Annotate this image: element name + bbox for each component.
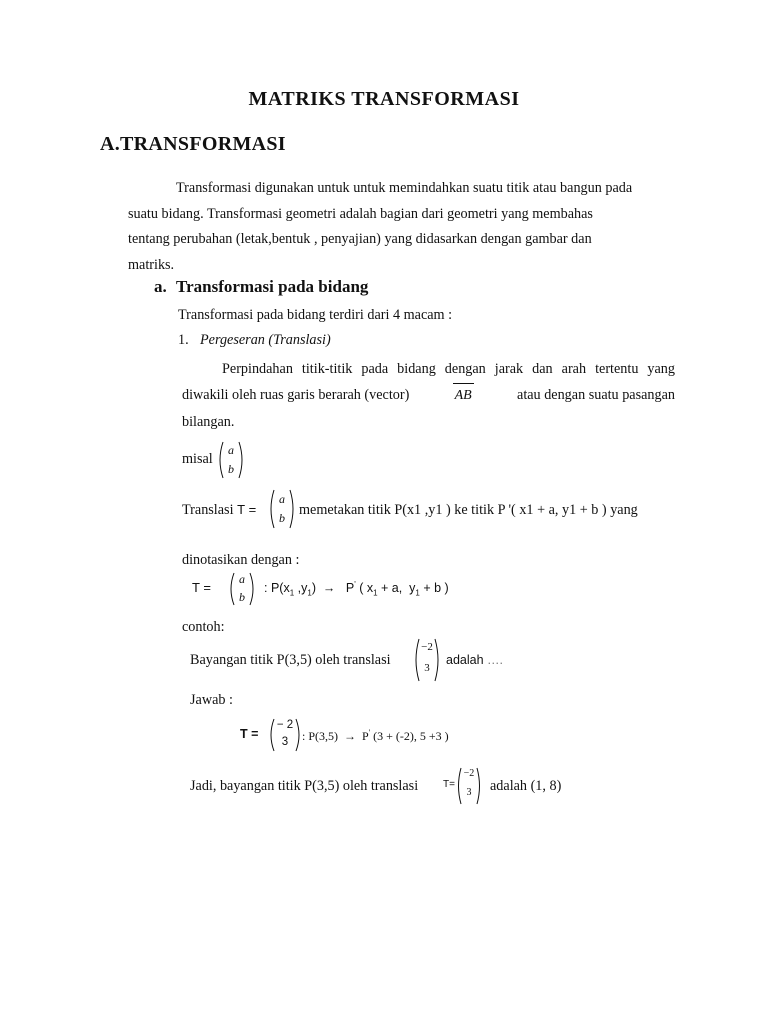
translasi-prefix <box>182 502 256 519</box>
matrix-entry-top: a <box>228 443 234 457</box>
translasi-matrix <box>268 488 296 530</box>
jadi-result: adalah (1, 8) <box>490 778 562 794</box>
section-label: A. <box>100 133 121 155</box>
matrix-entry-top: −2 <box>463 768 475 779</box>
notation-rhs <box>264 580 449 598</box>
translasi-description <box>182 356 675 435</box>
jawab-calc: (3 + (-2), 5 +3 ) <box>370 729 449 743</box>
subscript: 1 <box>373 588 378 598</box>
notation-arrow: ) → P <box>311 581 355 596</box>
misal-label: misal <box>182 451 213 467</box>
jadi-matrix <box>456 766 482 806</box>
translasi-T: T <box>237 502 246 517</box>
jadi-T: T= <box>443 779 455 790</box>
matrix-entry-bottom: b <box>228 462 234 476</box>
subscript: 1 <box>307 588 312 598</box>
matrix-entry-bottom: 3 <box>424 662 430 674</box>
intro-line-4: matriks. <box>128 256 175 273</box>
matrix-entry-top: −2 <box>421 641 433 653</box>
matrix-entry-bottom: b <box>279 511 285 525</box>
item-1-heading <box>178 332 331 349</box>
adalah-word: adalah <box>446 653 484 667</box>
translasi-word: Translasi <box>182 502 234 518</box>
jawab-label: Jawab : <box>190 692 233 708</box>
translasi-text: memetakan titik P(x1 ,y1 ) ke titik P '( x1 + a, y1 + b ) yang <box>299 502 638 518</box>
jawab-lhs: T = <box>240 727 259 741</box>
matrix-entry-bottom: b <box>239 590 245 604</box>
contoh-matrix <box>413 637 441 683</box>
intro-line-1: Transformasi digunakan untuk untuk memindahkan suatu titik atau bangun pada <box>176 180 633 196</box>
translasi-equals: = <box>248 502 257 517</box>
subscript: 1 <box>289 588 295 598</box>
desc-line-2a: diwakili oleh ruas garis berarah (vector) <box>182 387 410 403</box>
matrix-entry-top: a <box>239 572 245 586</box>
vector-ab: AB <box>453 383 474 409</box>
notation-a-y: + a, y <box>377 581 416 596</box>
notation-p: : P(x <box>264 581 290 596</box>
subsection-heading <box>154 277 368 297</box>
types-intro: Transformasi pada bidang terdiri dari 4 macam : <box>178 307 453 323</box>
ellipsis: …. <box>487 653 504 667</box>
contoh-question: Bayangan titik P(3,5) oleh translasi <box>190 652 391 668</box>
jawab-p: : P(3,5) → P <box>302 729 369 743</box>
notation-b: + b ) <box>419 581 449 596</box>
notation-lhs: T = <box>192 580 211 595</box>
prime: ' <box>354 580 356 589</box>
contoh-adalah <box>446 653 503 667</box>
desc-line-2b: atau dengan suatu pasangan <box>517 387 675 403</box>
subscript: 1 <box>415 588 420 598</box>
prime: ' <box>368 728 371 737</box>
section-title: TRANSFORMASI <box>120 133 286 155</box>
intro-paragraph <box>128 176 676 278</box>
notation-x: ( x <box>355 581 374 596</box>
item-1-number: 1. <box>178 332 189 348</box>
matrix-entry-top: − 2 <box>276 719 294 731</box>
subsection-label: a. <box>154 277 167 296</box>
subsection-title: Transformasi pada bidang <box>176 277 369 296</box>
jawab-rhs <box>302 728 449 744</box>
matrix-entry-bottom: 3 <box>281 736 289 748</box>
contoh-label: contoh: <box>182 619 225 635</box>
intro-line-2: suatu bidang. Transformasi geometri adalah bagian dari geometri yang membahas <box>128 205 593 222</box>
section-heading <box>100 133 286 156</box>
matrix-entry-top: a <box>279 492 285 506</box>
notation-label: dinotasikan dengan : <box>182 552 300 568</box>
misal-matrix <box>217 440 245 480</box>
page-title: MATRIKS TRANSFORMASI <box>248 88 520 110</box>
notation-matrix <box>228 571 256 607</box>
intro-line-3: tentang perubahan (letak,bentuk , penyajian) yang didasarkan dengan gambar dan <box>128 231 592 247</box>
desc-line-1: Perpindahan titik-titik pada bidang dengan jarak dan arah tertentu yang <box>222 361 675 377</box>
desc-line-3: bilangan. <box>182 414 235 430</box>
matrix-entry-bottom: 3 <box>466 787 472 798</box>
jawab-matrix <box>268 717 302 753</box>
item-1-title: Pergeseran (Translasi) <box>200 332 331 348</box>
notation-y: ,y <box>294 581 308 596</box>
jadi-text: Jadi, bayangan titik P(3,5) oleh translasi <box>190 778 419 794</box>
